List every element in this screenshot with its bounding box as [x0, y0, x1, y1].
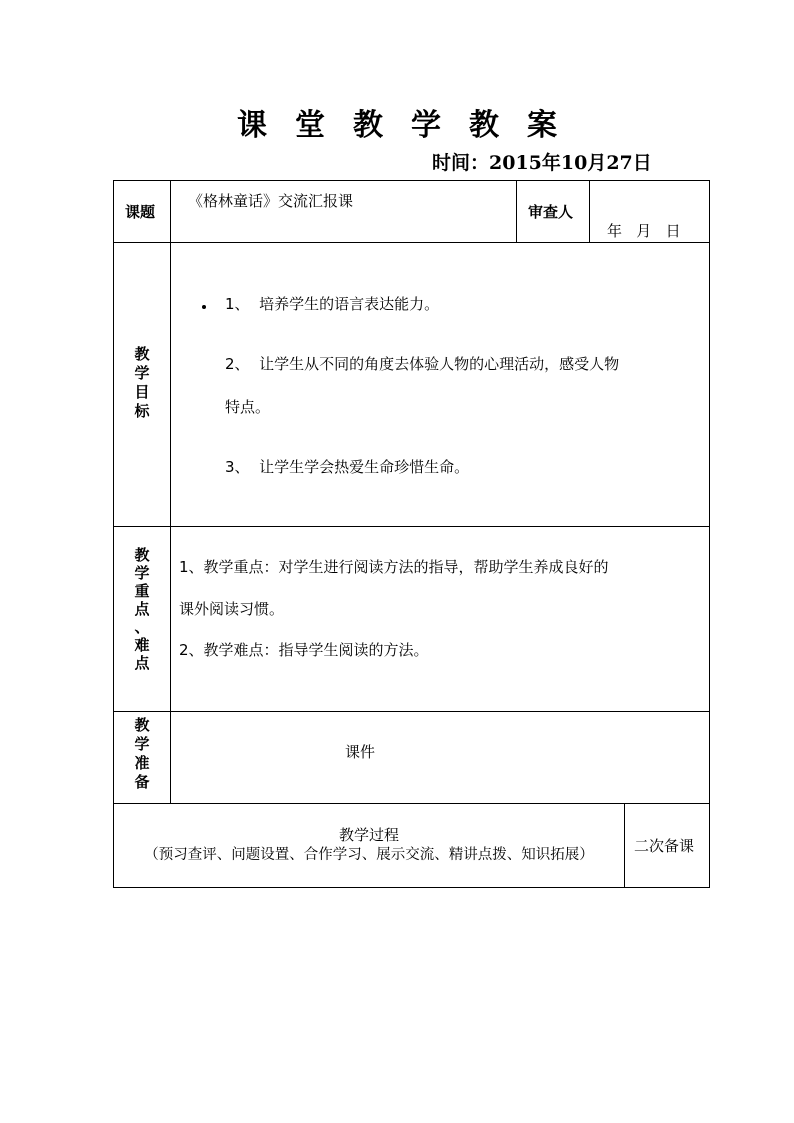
title-char: 学	[411, 108, 441, 143]
preparation-value: 课件	[345, 743, 376, 761]
objective-item: 1、 培养学生的语言表达能力。	[225, 295, 440, 313]
label-char: 难	[134, 636, 150, 654]
objective-item: 3、 让学生学会热爱生命珍惜生命。	[225, 458, 470, 476]
table-row-divider	[113, 242, 710, 243]
label-char: 点	[134, 600, 150, 618]
table-row-divider	[113, 711, 710, 712]
table-col-divider	[170, 180, 171, 804]
topic-value: 《格林童话》交流汇报课	[188, 192, 354, 210]
label-char: 重	[134, 582, 150, 600]
lesson-date: 时间：2015年10月27日	[432, 152, 652, 174]
label-char: 教	[134, 546, 150, 564]
label-char: 学	[134, 735, 150, 753]
bullet-icon	[202, 305, 206, 309]
objectives-label	[114, 345, 170, 421]
key-points-label	[114, 546, 170, 672]
label-char: 目	[134, 383, 150, 401]
objective-item: 2、 让学生从不同的角度去体验人物的心理活动，感受人物	[225, 355, 620, 373]
process-subtitle: （预习查评、问题设置、合作学习、展示交流、精讲点拨、知识拓展）	[144, 847, 594, 863]
title-char: 教	[353, 108, 383, 143]
key-point-item: 2、教学难点：指导学生阅读的方法。	[179, 641, 429, 659]
topic-label: 课题	[125, 203, 156, 221]
table-row-divider	[113, 526, 710, 527]
label-char: 备	[134, 773, 150, 791]
preparation-label	[114, 716, 170, 792]
label-char: 学	[134, 364, 150, 382]
label-char: 学	[134, 564, 150, 582]
secondary-prep-label: 二次备课	[634, 837, 695, 855]
title-char: 教	[469, 108, 499, 143]
label-char: 点	[134, 654, 150, 672]
table-row-divider	[113, 803, 710, 804]
table-col-divider	[624, 803, 625, 888]
label-char: 教	[134, 716, 150, 734]
label-char: 、	[134, 618, 150, 636]
reviewer-label: 审查人	[528, 203, 574, 221]
objective-item: 特点。	[225, 398, 271, 416]
table-col-divider	[516, 180, 517, 243]
table-border-right	[709, 180, 710, 888]
label-char: 教	[134, 345, 150, 363]
table-border-top	[113, 180, 710, 181]
process-title: 教学过程	[338, 826, 399, 844]
title-char: 案	[527, 108, 557, 143]
key-point-item: 1、教学重点：对学生进行阅读方法的指导，帮助学生养成良好的	[179, 558, 609, 576]
table-col-divider	[589, 180, 590, 243]
label-char: 标	[134, 402, 150, 420]
title-char: 课	[237, 108, 267, 143]
label-char: 准	[134, 754, 150, 772]
title-char: 堂	[295, 108, 325, 143]
table-border-bottom	[113, 887, 710, 888]
key-point-item: 课外阅读习惯。	[179, 600, 285, 618]
page-title	[0, 100, 794, 144]
review-date-placeholder: 年 月 日	[607, 222, 681, 240]
